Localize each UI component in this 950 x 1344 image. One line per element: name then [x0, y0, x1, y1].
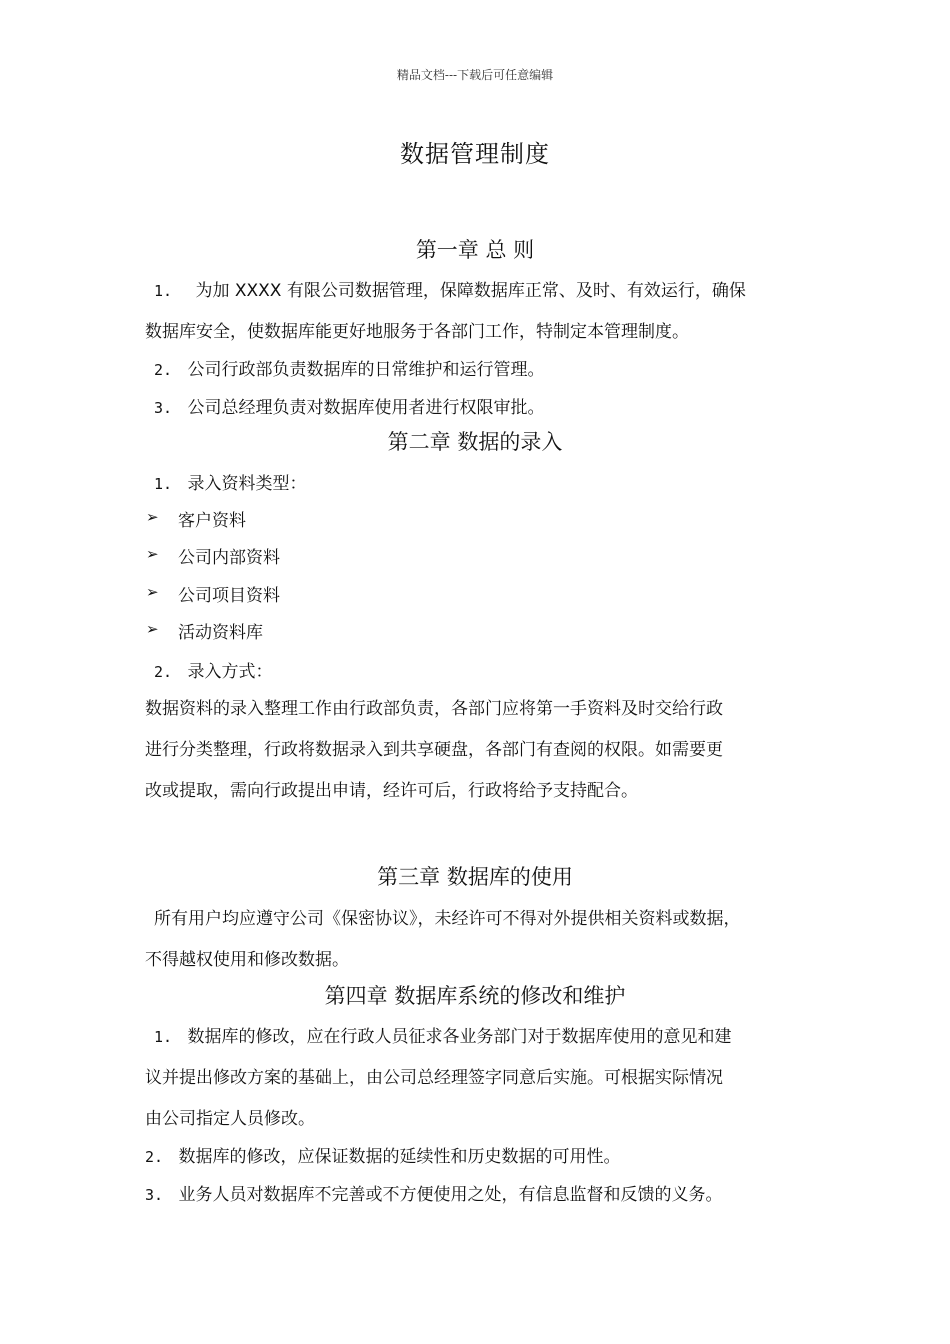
arrow-bullet-icon: ➢ [146, 620, 159, 638]
ch4-item-3 [145, 1180, 722, 1205]
ch4-item-1-line-2: 议并提出修改方案的基础上，由公司总经理签字同意后实施。可根据实际情况 [145, 1068, 723, 1088]
chapter-3-heading: 第三章 数据库的使用 [377, 865, 573, 889]
document-title: 数据管理制度 [400, 140, 550, 168]
ch1-item-2 [154, 355, 544, 380]
ch2-item-2-number: 2. [154, 663, 173, 681]
ch3-paragraph-line-1: 所有用户均应遵守公司《保密协议》，未经许可不得对外提供相关资料或数据， [154, 909, 741, 929]
chapter-4-heading: 第四章 数据库系统的修改和维护 [324, 984, 626, 1008]
ch1-item-3 [154, 393, 544, 418]
ch2-item-2 [154, 657, 272, 682]
arrow-bullet-icon: ➢ [146, 583, 159, 601]
ch1-item-2-number: 2. [154, 361, 173, 379]
ch4-item-2 [145, 1142, 620, 1167]
header-note: 精品文档---下载后可任意编辑 [396, 68, 554, 82]
ch4-item-3-text: 业务人员对数据库不完善或不方便使用之处，有信息监督和反馈的义务。 [178, 1185, 723, 1205]
ch4-item-2-number: 2. [145, 1148, 164, 1166]
ch4-item-1-text: 数据库的修改，应在行政人员征求各业务部门对于数据库使用的意见和建 [187, 1027, 732, 1047]
ch2-paragraph-line-2: 进行分类整理，行政将数据录入到共享硬盘，各部门有查阅的权限。如需要更 [145, 740, 723, 760]
ch2-item-1-number: 1. [154, 475, 173, 493]
ch4-item-2-text: 数据库的修改，应保证数据的延续性和历史数据的可用性。 [178, 1147, 621, 1167]
ch1-item-1-text: 为加 XXXX 有限公司数据管理，保障数据库正常、及时、有效运行，确保 [195, 281, 746, 301]
chapter-1-heading: 第一章 总 则 [415, 238, 535, 262]
ch4-item-1-number: 1. [154, 1028, 173, 1046]
ch1-item-1-line-1 [154, 276, 746, 301]
ch1-item-1-line-2: 数据库安全，使数据库能更好地服务于各部门工作，特制定本管理制度。 [145, 322, 689, 342]
ch4-item-1-line-1 [154, 1022, 731, 1047]
ch2-paragraph-line-1: 数据资料的录入整理工作由行政部负责，各部门应将第一手资料及时交给行政 [145, 699, 723, 719]
ch1-item-3-number: 3. [154, 399, 173, 417]
arrow-bullet-icon: ➢ [146, 508, 159, 526]
chapter-2-heading: 第二章 数据的录入 [387, 430, 563, 454]
arrow-bullet-icon: ➢ [146, 545, 159, 563]
bullet-item-1: 客户资料 [178, 511, 246, 531]
bullet-item-2: 公司内部资料 [178, 548, 280, 568]
ch3-paragraph-line-2: 不得越权使用和修改数据。 [145, 950, 349, 970]
ch1-item-1-number: 1. [154, 282, 173, 300]
ch2-item-2-text: 录入方式： [187, 662, 273, 682]
ch4-item-1-line-3: 由公司指定人员修改。 [145, 1109, 315, 1129]
ch2-item-1-text: 录入资料类型： [187, 474, 307, 494]
bullet-item-4: 活动资料库 [178, 623, 263, 643]
ch1-item-3-text: 公司总经理负责对数据库使用者进行权限审批。 [187, 398, 545, 418]
bullet-item-3: 公司项目资料 [178, 586, 280, 606]
ch1-item-2-text: 公司行政部负责数据库的日常维护和运行管理。 [187, 360, 545, 380]
ch4-item-3-number: 3. [145, 1186, 164, 1204]
ch2-item-1 [154, 469, 306, 494]
ch2-paragraph-line-3: 改或提取，需向行政提出申请，经许可后，行政将给予支持配合。 [145, 781, 638, 801]
